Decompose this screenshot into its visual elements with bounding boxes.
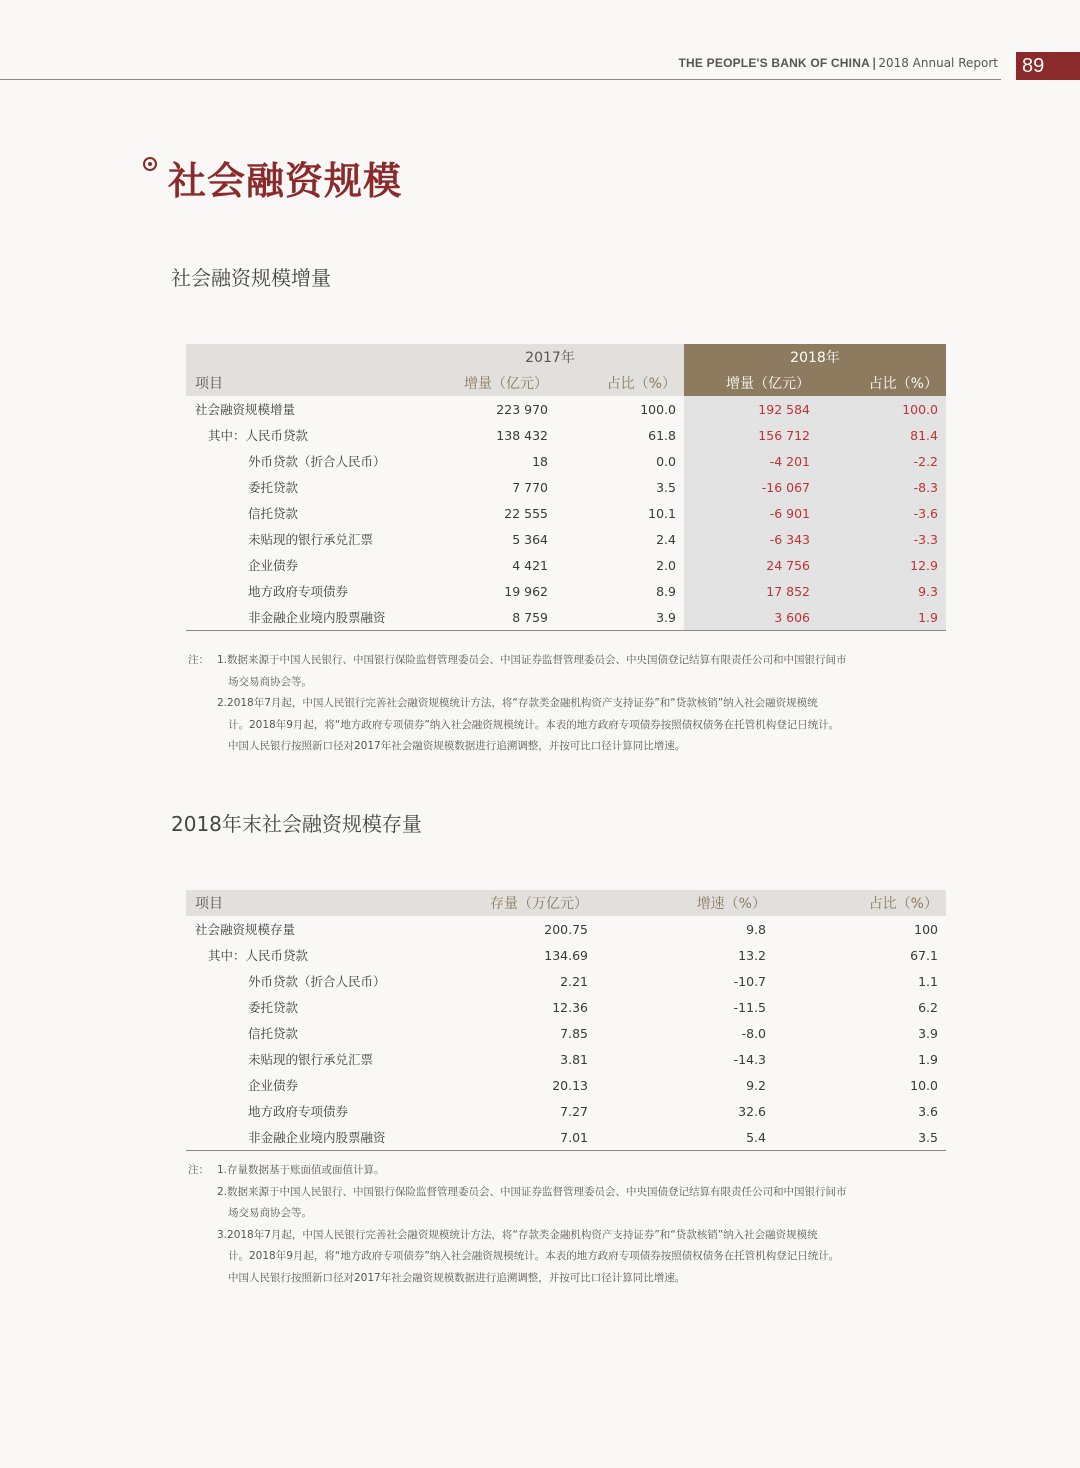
row-label: 企业债券 — [248, 1078, 299, 1093]
share-2018: 9.3 — [818, 578, 946, 604]
row-label: 信托贷款 — [248, 506, 299, 521]
table-row — [186, 942, 946, 968]
share-2017: 100.0 — [640, 401, 676, 417]
col-item-header: 项目 — [186, 370, 416, 396]
share-2018: -8.3 — [818, 474, 946, 500]
share-value: 3.6 — [918, 1103, 938, 1119]
growth-value: 5.4 — [596, 1124, 774, 1151]
share-value: 1.9 — [918, 1051, 938, 1067]
table-row — [186, 526, 946, 552]
col-amount-2017: 增量（亿元） — [416, 370, 556, 396]
col-share-2017: 占比（%） — [556, 370, 684, 396]
row-label: 其中：人民币贷款 — [208, 428, 309, 443]
amount-2017: 5 364 — [512, 531, 548, 547]
share-2018: -3.6 — [818, 500, 946, 526]
amount-2018: -16 067 — [684, 474, 818, 500]
stock-table-notes — [188, 1160, 948, 1289]
table-row — [186, 1098, 946, 1124]
header-rule — [0, 79, 1001, 80]
table-row — [186, 968, 946, 994]
section2-title: 2018年末社会融资规模存量 — [171, 812, 422, 836]
table-row — [186, 1046, 946, 1072]
table-row — [186, 1124, 946, 1151]
share-value: 3.5 — [774, 1124, 946, 1151]
page-title: 社会融资规模 — [168, 159, 403, 203]
share-2017: 2.0 — [656, 557, 676, 573]
row-label: 委托贷款 — [248, 1000, 299, 1015]
stock-table-header-row — [186, 890, 946, 916]
share-2018: 81.4 — [818, 422, 946, 448]
share-value: 67.1 — [910, 947, 938, 963]
table-row — [186, 604, 946, 631]
header-report: 2018 Annual Report — [878, 56, 998, 70]
row-label: 非金融企业境内股票融资 — [186, 1124, 416, 1151]
table-row — [186, 552, 946, 578]
share-2018: -3.3 — [818, 526, 946, 552]
growth-value: -14.3 — [733, 1051, 766, 1067]
flow-table — [186, 344, 946, 631]
share-value: 1.1 — [918, 973, 938, 989]
col-amount-2018: 增量（亿元） — [684, 370, 818, 396]
row-label: 其中：人民币贷款 — [208, 948, 309, 963]
notes-prefix: 注： — [188, 654, 209, 666]
row-label: 企业债券 — [248, 558, 299, 573]
amount-2018: 17 852 — [684, 578, 818, 604]
share-2018: 100.0 — [818, 396, 946, 422]
row-label: 外币贷款（折合人民币） — [248, 454, 386, 469]
growth-value: -10.7 — [733, 973, 766, 989]
amount-2017: 8 759 — [416, 604, 556, 631]
growth-value: 13.2 — [738, 947, 766, 963]
section1-title: 社会融资规模增量 — [171, 266, 331, 290]
share-2017: 8.9 — [656, 583, 676, 599]
share-2018: 12.9 — [818, 552, 946, 578]
col-growth-header: 增速（%） — [596, 890, 774, 916]
table-row — [186, 994, 946, 1020]
table-row — [186, 448, 946, 474]
amount-2017: 223 970 — [496, 401, 548, 417]
amount-2018: -6 343 — [684, 526, 818, 552]
stock-value: 7.85 — [560, 1025, 588, 1041]
note-text: 中国人民银行按照新口径对2017年社会融资规模数据进行追溯调整，并按可比口径计算同比增速。 — [228, 740, 686, 752]
note-text: 计。2018年9月起，将“地方政府专项债券”纳入社会融资规模统计。本表的地方政府专项债券按照债权债务在托管机构登记日统计。 — [228, 1250, 840, 1262]
amount-2017: 7 770 — [512, 479, 548, 495]
share-2017: 10.1 — [648, 505, 676, 521]
growth-value: 9.2 — [746, 1077, 766, 1093]
share-2018: -2.2 — [818, 448, 946, 474]
row-label: 社会融资规模增量 — [195, 402, 296, 417]
share-value: 10.0 — [910, 1077, 938, 1093]
note-text: 3.2018年7月起，中国人民银行完善社会融资规模统计方法，将“存款类金融机构资产支持证券”和“贷款核销”纳入社会融资规模统 — [217, 1228, 818, 1241]
row-label: 非金融企业境内股票融资 — [186, 604, 416, 631]
table-row — [186, 1072, 946, 1098]
note-text: 1.数据来源于中国人民银行、中国银行保险监督管理委员会、中国证券监督管理委员会、中央国债登记结算有限责任公司和中国银行间市 — [217, 654, 847, 666]
share-value: 100 — [914, 921, 938, 937]
row-label: 外币贷款（折合人民币） — [248, 974, 386, 989]
note-text: 计。2018年9月起，将“地方政府专项债券”纳入社会融资规模统计。本表的地方政府专项债券按照债权债务在托管机构登记日统计。 — [228, 718, 840, 731]
year-2018-header: 2018年 — [684, 344, 946, 370]
share-2017: 2.4 — [656, 531, 676, 547]
bullet-circle-icon — [143, 157, 157, 171]
row-label: 信托贷款 — [248, 1026, 299, 1041]
row-label: 未贴现的银行承兑汇票 — [248, 532, 374, 547]
stock-table — [186, 890, 946, 1151]
table-row — [186, 422, 946, 448]
amount-2018: 24 756 — [684, 552, 818, 578]
note-text: 2.数据来源于中国人民银行、中国银行保险监督管理委员会、中国证券监督管理委员会、中央国债登记结算有限责任公司和中国银行间市 — [217, 1185, 847, 1198]
flow-table-column-row — [186, 370, 946, 396]
table-row — [186, 578, 946, 604]
note-text: 中国人民银行按照新口径对2017年社会融资规模数据进行追溯调整，并按可比口径计算同比增速。 — [228, 1271, 686, 1284]
notes-prefix: 注： — [188, 1164, 209, 1176]
running-header — [679, 56, 998, 70]
note-text: 1.存量数据基于账面值或面值计算。 — [217, 1164, 385, 1176]
row-label: 未贴现的银行承兑汇票 — [248, 1052, 374, 1067]
amount-2018: -6 901 — [684, 500, 818, 526]
table-row — [186, 916, 946, 942]
row-label: 社会融资规模存量 — [195, 922, 296, 937]
amount-2018: 3 606 — [684, 604, 818, 631]
note-text: 场交易商协会等。 — [228, 1207, 312, 1219]
growth-value: -11.5 — [733, 999, 766, 1015]
flow-table-notes — [188, 650, 948, 758]
share-2018: 1.9 — [818, 604, 946, 631]
amount-2018: 192 584 — [684, 396, 818, 422]
table-row — [186, 500, 946, 526]
note-text: 2.2018年7月起，中国人民银行完善社会融资规模统计方法，将“存款类金融机构资产支持证券”和“贷款核销”纳入社会融资规模统 — [217, 697, 818, 709]
stock-value: 134.69 — [544, 947, 588, 963]
amount-2017: 22 555 — [504, 505, 548, 521]
growth-value: -8.0 — [741, 1025, 766, 1041]
header-org: THE PEOPLE'S BANK OF CHINA — [678, 56, 870, 70]
amount-2017: 19 962 — [504, 583, 548, 599]
table-row — [186, 396, 946, 422]
stock-value: 12.36 — [552, 999, 588, 1015]
share-2017: 61.8 — [648, 427, 676, 443]
col-stock-header: 存量（万亿元） — [416, 890, 596, 916]
growth-value: 32.6 — [738, 1103, 766, 1119]
stock-value: 7.27 — [560, 1103, 588, 1119]
row-label: 地方政府专项债券 — [248, 1104, 349, 1119]
share-value: 3.9 — [918, 1025, 938, 1041]
amount-2017: 18 — [532, 453, 548, 469]
amount-2018: -4 201 — [684, 448, 818, 474]
year-2017-header: 2017年 — [416, 344, 684, 370]
amount-2017: 4 421 — [512, 557, 548, 573]
growth-value: 9.8 — [746, 921, 766, 937]
page-number: 89 — [1016, 52, 1080, 80]
flow-table-year-row — [186, 344, 946, 370]
col-item-header: 项目 — [186, 890, 416, 916]
share-2017: 0.0 — [656, 453, 676, 469]
share-2017: 3.9 — [556, 604, 684, 631]
stock-value: 7.01 — [416, 1124, 596, 1151]
table-row — [186, 474, 946, 500]
table-row — [186, 1020, 946, 1046]
row-label: 委托贷款 — [248, 480, 299, 495]
stock-value: 3.81 — [560, 1051, 588, 1067]
row-label: 地方政府专项债券 — [248, 584, 349, 599]
header-separator: | — [871, 56, 877, 70]
col-share-header: 占比（%） — [774, 890, 946, 916]
share-2017: 3.5 — [656, 479, 676, 495]
stock-value: 200.75 — [544, 921, 588, 937]
stock-value: 20.13 — [552, 1077, 588, 1093]
amount-2017: 138 432 — [496, 427, 548, 443]
amount-2018: 156 712 — [684, 422, 818, 448]
col-share-2018: 占比（%） — [818, 370, 946, 396]
share-value: 6.2 — [918, 999, 938, 1015]
note-text: 场交易商协会等。 — [228, 675, 312, 688]
stock-value: 2.21 — [560, 973, 588, 989]
